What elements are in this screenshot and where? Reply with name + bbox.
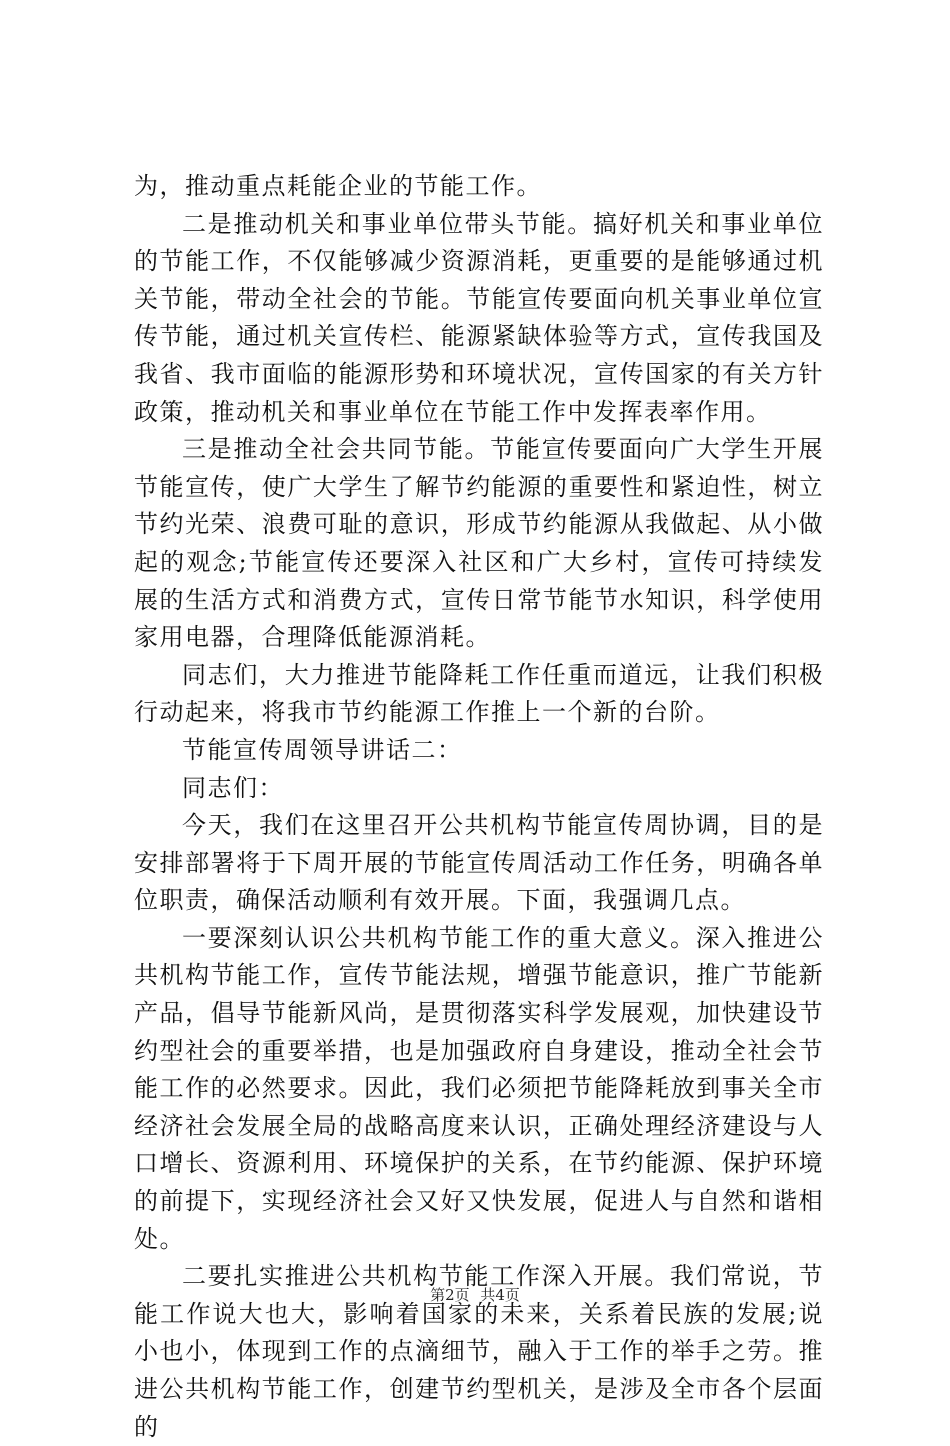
salutation: 同志们： <box>182 773 284 802</box>
document-body <box>134 168 824 1446</box>
paragraph-point-one: 一要深刻认识公共机构节能工作的重大意义。深入推进公共机构节能工作，宣传节能法规，增强节能意识，推广节能新产品，倡导节能新风尚，是贯彻落实科学发展观，加快建设节约型社会的重要举措，也是加强政府自身建设，推动全社会节能工作的必然要求。因此，我们必须把节能降耗放到事关全市经济社会发展全局的战略高度来认识，正确处理经济建设与人口增长、资源利用、环境保护的关系，在节约能源、保护环境的前提下，实现经济社会又好又快发展，促进人与自然和谐相处。 <box>134 923 824 1253</box>
paragraph-continuation: 为，推动重点耗能企业的节能工作。 <box>134 172 542 200</box>
paragraph-third-point: 三是推动全社会共同节能。节能宣传要面向广大学生开展节能宣传，使广大学生了解节约能源的重要性和紧迫性，树立节约光荣、浪费可耻的意识，形成节约能源从我做起、从小做起的观念;节能宣传还要深入社区和广大乡村，宣传可持续发展的生活方式和消费方式，宣传日常节能节水知识，科学使用家用电器，合理降低能源消耗。 <box>134 435 824 652</box>
paragraph-point-two: 二要扎实推进公共机构节能工作深入开展。我们常说，节能工作说大也大，影响着国家的未来，关系着民族的发展;说小也小，体现到工作的点滴细节，融入于工作的举手之劳。推进公共机构节能工作，创建节约型机关，是涉及全市各个层面的 <box>134 1262 824 1441</box>
page-total-label: 共4页 <box>480 1286 520 1304</box>
page-number-label: 第2页 <box>430 1286 470 1304</box>
page-footer <box>0 1285 950 1305</box>
paragraph-closing-call: 同志们，大力推进节能降耗工作任重而道远，让我们积极行动起来，将我市节约能源工作推上一个新的台阶。 <box>134 660 824 727</box>
paragraph-second-point: 二是推动机关和事业单位带头节能。搞好机关和事业单位的节能工作，不仅能够减少资源消耗，更重要的是能够通过机关节能，带动全社会的节能。节能宣传要面向机关事业单位宣传节能，通过机关宣传栏、能源紧缺体验等方式，宣传我国及我省、我市面临的能源形势和环境状况，宣传国家的有关方针政策，推动机关和事业单位在节能工作中发挥表率作用。 <box>134 209 824 426</box>
speech-two-heading: 节能宣传周领导讲话二： <box>182 735 463 764</box>
paragraph-introduction: 今天，我们在这里召开公共机构节能宣传周协调，目的是安排部署将于下周开展的节能宣传周活动工作任务，明确各单位职责，确保活动顺利有效开展。下面，我强调几点。 <box>134 811 824 915</box>
